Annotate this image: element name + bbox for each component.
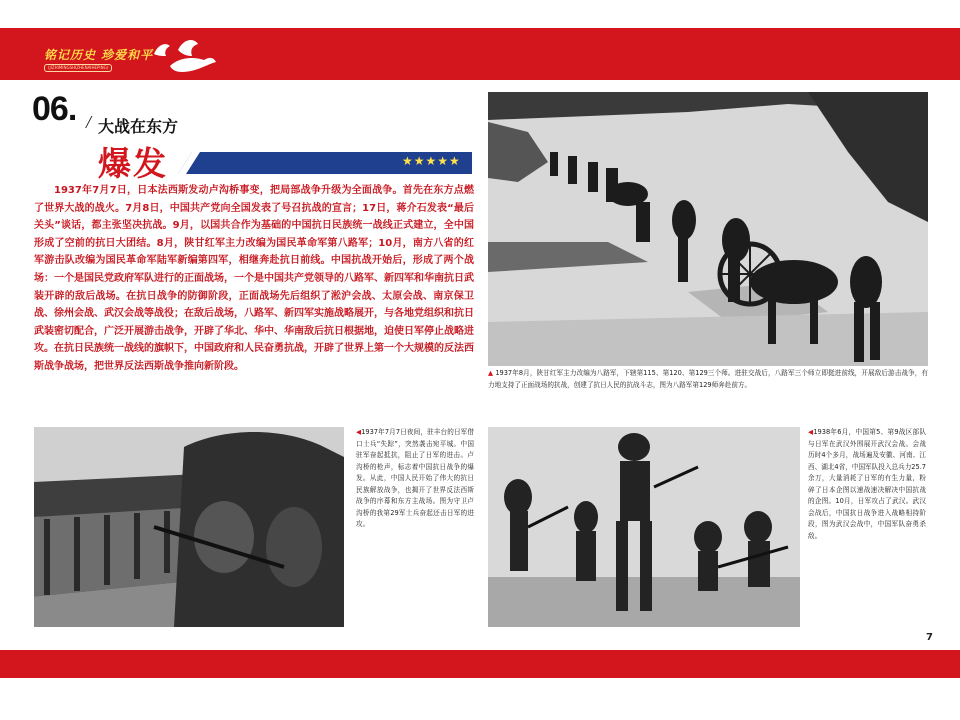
footer-band bbox=[0, 650, 960, 678]
section-title: 大战在东方 bbox=[98, 117, 179, 136]
section-number: 06. bbox=[32, 90, 77, 128]
section-headline: 爆发 bbox=[98, 144, 168, 183]
caption-battle: ◀1938年6月，中国第5、第9战区部队与日军在武汉外围展开武汉会战。会战历时4个多月，战场遍及安徽、河南、江西、湖北4省，中国军队投入总兵力25.7余万，大量消耗了日军的有生力量，粉碎了日本企图以速战速决解决中国抗战的企图。10月，日军攻占了武汉。武汉会战后，中国抗日战争进入战略相持阶段，图为武汉会战中，中国军队奋勇杀敌。 bbox=[808, 428, 926, 540]
page-number: 7 bbox=[926, 632, 933, 643]
body-text: 1937年7月7日，日本法西斯发动卢沟桥事变，把局部战争升级为全面战争。首先在东方点燃了世界大战的战火。7月8日，中国共产党向全国发表了号召抗战的宣言；17日，蒋介石发表“最后关头”谈话，都主张坚决抗战。9月，以国共合作为基础的中国抗日民族统一战线正式建立，全中国形成了空前的抗日大团结。8月，陕甘红军主力改编为国民革命军第八路军；10月，南方八省的红军游击队改编为国民革命军陆军新编第四军，相继奔赴抗日前线。中国抗战开始后，形成了两个战场：一个是国民党政府军队进行的正面战场，一个是中国共产党领导的八路军、新四军和华南抗日武装开辟的敌后战场。在抗日战争的防御阶段，正面战场先后组织了淞沪会战、太原会战、南京保卫战、徐州会战、武汉会战等战役；在敌后战场，八路军、新四军实施战略展开，与各地党组织和抗日武装密切配合，广泛开展游击战争，开辟了华北、华中、华南敌后抗日根据地，迫使日军停止战略进攻。在抗日民族统一战线的旗帜下，中国政府和人民奋勇抗战，开辟了世界上第一个大规模的反法西斯战争战场，把世界反法西斯战争推向新阶段。 bbox=[34, 185, 474, 372]
photo-army-march bbox=[488, 92, 928, 366]
header-slogan: 铭记历史 珍爱和平 bbox=[44, 48, 154, 62]
header-slogan-subtitle: (JIZHIMINGSHIZHENAIHEPING) bbox=[44, 64, 112, 72]
rating-stars: ★★★★★ bbox=[402, 154, 461, 168]
caption-army-march: ▲ 1937年8月，陕甘红军主力改编为八路军，下辖第115、第120、第129三个师。进驻交战后，八路军三个师立即挺进前线，开展敌后游击战争，有力地支持了正面战场的抗战，创建了抗日人民的抗战斗志，图为八路军第129师奔赴前方。 bbox=[488, 369, 928, 389]
photo-bridge-defense bbox=[34, 427, 344, 627]
section-slash: / bbox=[86, 112, 92, 132]
dove-icon bbox=[148, 36, 218, 76]
photo-battle bbox=[488, 427, 800, 627]
caption-bridge-defense: ◀1937年7月7日夜间，驻丰台的日军借口士兵“失踪”，突然袭击宛平城。中国驻军奋起抵抗，阻止了日军的进击。卢沟桥的枪声，标志着中国抗日战争的爆发。从此，中国人民开始了伟大的抗日民族解放战争，也揭开了世界反法西斯战争的序幕和东方主战场。图为守卫卢沟桥的我第29军士兵奋起还击日军的进攻。 bbox=[356, 428, 474, 528]
header-band bbox=[0, 28, 960, 80]
